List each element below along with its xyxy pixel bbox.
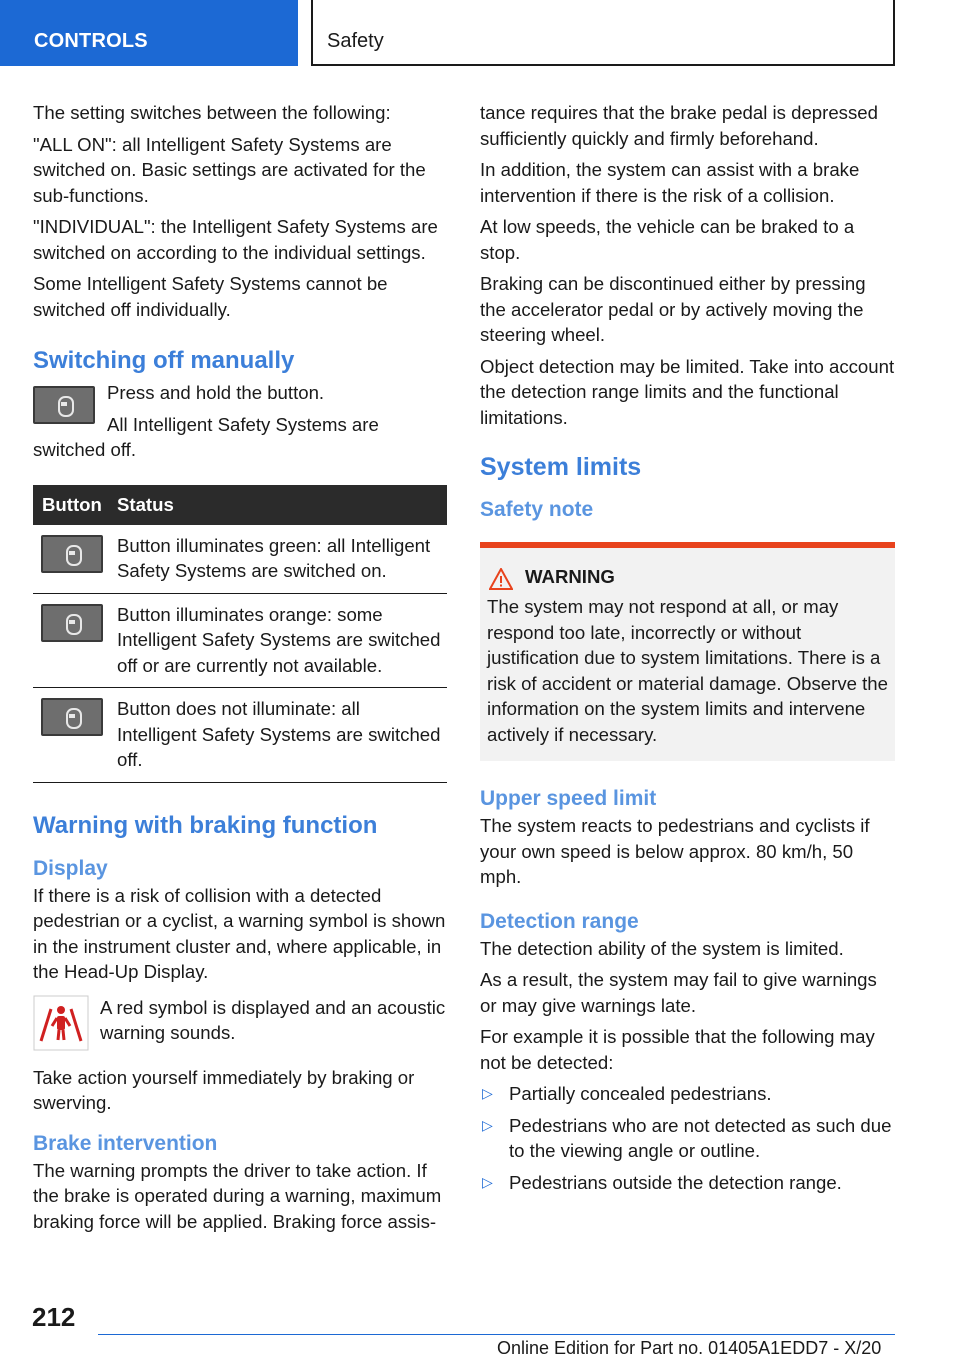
brake-intervention-text: The warning prompts the driver to take action. If the brake is operated during a warning, maximum braking force will be applied. Braking force assis- [33,1159,442,1232]
upper-speed-heading: Upper speed limit [480,787,657,810]
chapter-tab [311,0,895,66]
warning-box [480,542,895,761]
table-row [33,593,447,688]
right-column [480,100,895,1201]
detection-list [480,1081,895,1195]
section-title: CONTROLS [34,30,148,52]
continued-para: Braking can be discontinued either by pressing the accelerator pedal or by actively moving the steering wheel. [480,273,866,345]
safety-button-icon [41,698,103,736]
list-item: ▷ Pedestrians who are not detected as such due to the viewing angle or outline. [482,1114,892,1161]
continued-para: In addition, the system can assist with a brake intervention if there is the risk of a collision. [480,159,860,206]
col-button-header: Button [33,485,111,525]
continued-para: tance requires that the brake pedal is depressed sufficiently quickly and firmly beforehand. [480,102,878,149]
system-limits-heading: System limits [480,453,642,481]
continued-para: Object detection may be limited. Take into account the detection range limits and the functional limitations. [480,355,895,428]
brake-intervention-heading: Brake intervention [33,1131,218,1155]
continued-para: At low speeds, the vehicle can be braked to a stop. [480,216,855,263]
display-heading: Display [33,856,108,880]
footer-divider [98,1334,895,1335]
warning-triangle-icon [489,568,513,590]
list-item: ▷ Partially concealed pedestrians. [480,1081,895,1107]
intro-para: "INDIVIDUAL": the Intelligent Safety Systems are switched on according to the individual settings. [33,216,438,263]
chapter-title: Safety [327,30,384,52]
button-status-table [33,485,447,783]
upper-speed-text: The system reacts to pedestrians and cyclists if your own speed is below approx. 80 km/h, 50 mph. [480,815,870,887]
warning-title: WARNING [525,566,615,587]
col-status-header: Status [111,485,447,525]
detection-range-heading: Detection range [480,909,639,933]
intro-para: "ALL ON": all Intelligent Safety Systems are switched on. Basic settings are activated for the sub-functions. [33,133,426,206]
safety-note-heading: Safety note [480,498,594,521]
page-number: 212 [32,1302,76,1332]
left-column [33,100,447,1240]
warning-braking-heading: Warning with braking function [33,811,378,839]
triangle-bullet-icon: ▷ [482,1173,493,1190]
safety-button-icon [33,386,95,424]
status-cell: Button illuminates green: all Intelligent Safety Systems are switched on. [111,525,447,594]
intro-para: The setting switches between the following: [33,102,391,123]
take-action-text: Take action yourself immediately by braking or swerving. [33,1066,415,1113]
red-symbol-block [33,995,447,1057]
red-symbol-text: A red symbol is displayed and an acoustic warning sounds. [100,996,446,1043]
safety-button-icon [41,604,103,642]
table-row [33,525,447,594]
detection-para: The detection ability of the system is limited. [480,937,844,959]
warning-text: The system may not respond at all, or may respond too late, incorrectly or without justification due to system limitations. There is a risk of accident or material damage. Observe the information on the system limits and intervene actively if necessary. [487,596,888,745]
display-text: If there is a risk of collision with a detected pedestrian or a cyclist, a warning symbol is shown in the instrument cluster and, where applicable, in the Head-Up Display. [33,884,446,982]
detection-para: As a result, the system may fail to give warnings or may give warnings late. [480,969,877,1016]
table-row [33,688,447,783]
detection-para: For example it is possible that the following may not be detected: [480,1026,875,1073]
triangle-bullet-icon: ▷ [482,1085,493,1101]
switching-off-heading: Switching off manually [33,347,295,374]
press-hold-text: Press and hold the button. [107,382,325,403]
pedestrian-warning-icon [33,995,89,1051]
status-cell: Button illuminates orange: some Intelligent Safety Systems are switched off or are currently not available. [111,593,447,688]
safety-button-icon [41,535,103,573]
triangle-bullet-icon: ▷ [482,1116,493,1133]
status-cell: Button does not illuminate: all Intelligent Safety Systems are switched off. [111,688,447,783]
all-off-text: All Intelligent Safety Systems are switched off. [33,413,379,460]
edition-text: Online Edition for Part no. 01405A1EDD7 - X/20 [497,1338,882,1358]
list-item: ▷ Pedestrians outside the detection range. [480,1170,895,1196]
press-hold-block [33,380,447,463]
section-tab [0,0,298,66]
intro-para: Some Intelligent Safety Systems cannot be switched off individually. [33,273,388,320]
